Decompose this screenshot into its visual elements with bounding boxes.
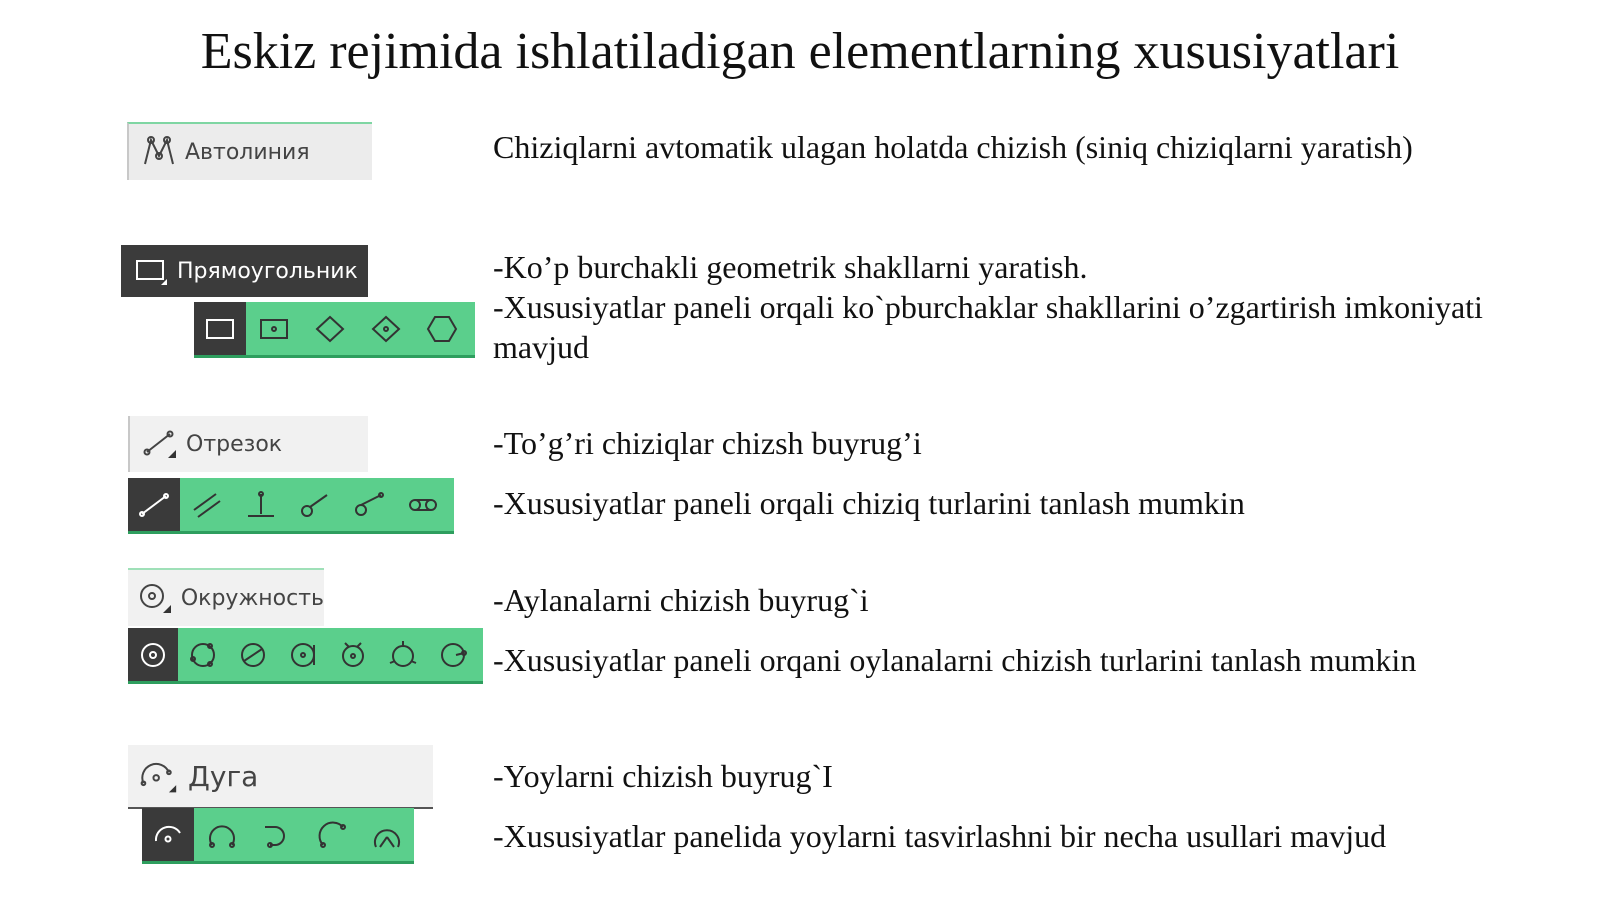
rectangle-tool-button[interactable] — [194, 302, 246, 355]
circle-description-2: -Xususiyatlar paneli orqani oylanalarni chizish turlarini tanlash mumkin — [493, 642, 1417, 678]
perpendicular-segment-tool-button[interactable] — [234, 478, 288, 531]
circle-command-icon — [136, 578, 175, 618]
circle-three-point-tool-button[interactable] — [178, 628, 228, 681]
slide-title: Eskiz rejimida ishlatiladigan elementlarning xususiyatlari — [200, 23, 1400, 80]
rectangle-center-icon — [257, 314, 291, 344]
polygon-tool-button[interactable] — [414, 302, 470, 355]
autoline-label: Автолиния — [185, 139, 310, 165]
segment-description-2: -Xususiyatlar paneli orqali chiziq turlarini tanlash mumkin — [493, 485, 1245, 521]
autoline-button[interactable] — [127, 122, 372, 180]
circle-label: Окружность — [180, 585, 324, 611]
arc-toolbar — [142, 808, 414, 864]
segment-icon — [137, 490, 171, 520]
arc-radius-icon — [370, 819, 404, 851]
autoline-description: Chiziqlarni avtomatik ulagan holatda chizish (siniq chiziqlarni yaratish) — [493, 129, 1413, 165]
rectangle-command-icon — [131, 251, 171, 291]
perpendicular-segment-icon — [244, 490, 278, 520]
circle-toolbar — [128, 628, 483, 684]
rectangle-toolbar — [194, 302, 475, 358]
circle-diameter-icon — [236, 639, 270, 671]
arc-center-icon — [151, 819, 185, 851]
arc-three-point-icon — [205, 819, 239, 851]
arc-label: Дуга — [188, 759, 259, 793]
circle-tangent-tool-button[interactable] — [278, 628, 328, 681]
arc-radius-tool-button[interactable] — [359, 808, 414, 861]
rectangle-rotated-icon — [369, 314, 403, 344]
circle-diameter-tool-button[interactable] — [228, 628, 278, 681]
circle-two-point-icon — [436, 639, 470, 671]
arc-description-2: -Xususiyatlar panelida yoylarni tasvirlashni bir necha usullari mavjud — [493, 818, 1387, 854]
rectangle-description-1: -Ko’p burchakli geometrik shakllarni yaratish. — [493, 249, 1088, 285]
tangent-segment-tool-button[interactable] — [288, 478, 342, 531]
bitangent-segment-icon — [406, 490, 440, 520]
arc-two-point-tool-button[interactable] — [304, 808, 359, 861]
tangent-segment-2-tool-button[interactable] — [342, 478, 396, 531]
segment-tool-button[interactable] — [128, 478, 180, 531]
circle-tangent-three-icon — [386, 639, 420, 671]
bitangent-segment-tool-button[interactable] — [396, 478, 450, 531]
rectangle-rotated-tool-button[interactable] — [358, 302, 414, 355]
arc-three-point-tool-button[interactable] — [194, 808, 249, 861]
circle-center-tool-button[interactable] — [128, 628, 178, 681]
circle-two-point-tool-button[interactable] — [428, 628, 478, 681]
rectangle-button[interactable] — [121, 245, 368, 297]
circle-button[interactable] — [128, 568, 324, 626]
arc-tangent-tool-button[interactable] — [249, 808, 304, 861]
rectangle-icon — [203, 314, 237, 344]
circle-tangent-two-tool-button[interactable] — [328, 628, 378, 681]
arc-two-point-icon — [315, 819, 349, 851]
rectangle-center-tool-button[interactable] — [246, 302, 302, 355]
segment-description-1: -To’g’ri chiziqlar chizsh buyrug’i — [493, 425, 922, 461]
arc-center-tool-button[interactable] — [142, 808, 194, 861]
rectangle-label: Прямоугольник — [177, 258, 358, 284]
arc-tangent-icon — [260, 819, 294, 851]
tangent-segment-icon — [298, 490, 332, 520]
arc-command-icon — [138, 756, 178, 796]
circle-tangent-icon — [286, 639, 320, 671]
segment-button[interactable] — [128, 416, 368, 472]
arc-button[interactable] — [128, 745, 433, 809]
segment-command-icon — [140, 424, 180, 464]
circle-center-icon — [136, 639, 170, 671]
tangent-segment-2-icon — [352, 490, 386, 520]
arc-description-1: -Yoylarni chizish buyrug`I — [493, 758, 833, 794]
rectangle-three-point-icon — [313, 314, 347, 344]
polygon-icon — [425, 314, 459, 344]
parallel-segment-icon — [190, 490, 224, 520]
rectangle-description-2: -Xususiyatlar paneli orqali ko`pburchaklar shakllarini o’zgartirish imkoniyati mavjud — [493, 289, 1483, 365]
segment-toolbar — [128, 478, 454, 534]
parallel-segment-tool-button[interactable] — [180, 478, 234, 531]
circle-tangent-three-tool-button[interactable] — [378, 628, 428, 681]
rectangle-three-point-tool-button[interactable] — [302, 302, 358, 355]
segment-label: Отрезок — [186, 431, 283, 457]
circle-description-1: -Aylanalarni chizish buyrug`i — [493, 582, 869, 618]
circle-tangent-two-icon — [336, 639, 370, 671]
autoline-icon — [139, 132, 179, 172]
circle-three-point-icon — [186, 639, 220, 671]
